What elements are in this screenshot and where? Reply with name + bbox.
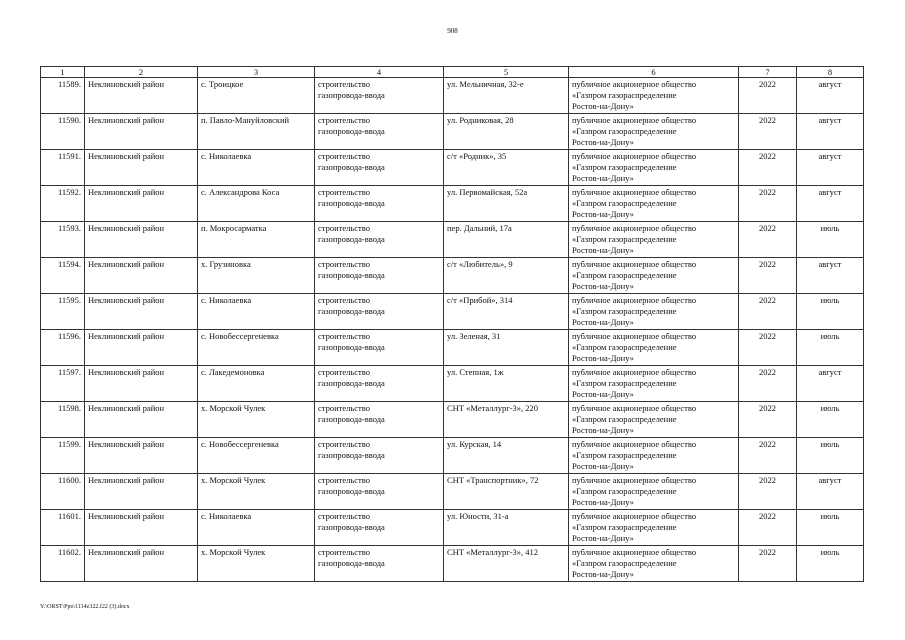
settlement-cell: с. Новобессергеневка [198, 330, 315, 366]
table-row [41, 186, 864, 222]
organization-cell: публичное акционерное общество «Газпром газораспределение Ростов-на-Дону» [569, 186, 739, 222]
year-cell: 2022 [739, 258, 797, 294]
row-number-cell: 11596. [41, 330, 85, 366]
year-cell: 2022 [739, 510, 797, 546]
settlement-cell: х. Морской Чулек [198, 546, 315, 582]
district-cell: Неклиновский район [85, 546, 198, 582]
organization-cell: публичное акционерное общество «Газпром газораспределение Ростов-на-Дону» [569, 474, 739, 510]
table-row [41, 222, 864, 258]
work-type-cell: строительство газопровода-ввода [315, 258, 444, 294]
address-cell: СНТ «Металлург-3», 220 [444, 402, 569, 438]
row-number-cell: 11601. [41, 510, 85, 546]
address-cell: ул. Юности, 31-а [444, 510, 569, 546]
organization-cell: публичное акционерное общество «Газпром газораспределение Ростов-на-Дону» [569, 294, 739, 330]
work-type-cell: строительство газопровода-ввода [315, 78, 444, 114]
settlement-cell: п. Мокросарматка [198, 222, 315, 258]
district-cell: Неклиновский район [85, 474, 198, 510]
footer-file-path: Y:\ORST\Ppo\1114z322.f22 (3).docx [40, 604, 130, 610]
table-row [41, 330, 864, 366]
table-row [41, 546, 864, 582]
column-header: 7 [739, 67, 797, 78]
organization-cell: публичное акционерное общество «Газпром газораспределение Ростов-на-Дону» [569, 150, 739, 186]
month-cell: август [797, 258, 864, 294]
organization-cell: публичное акционерное общество «Газпром газораспределение Ростов-на-Дону» [569, 330, 739, 366]
address-cell: с/т «Любитель», 9 [444, 258, 569, 294]
district-cell: Неклиновский район [85, 366, 198, 402]
gas-connection-registry-table [40, 66, 864, 582]
month-cell: июль [797, 402, 864, 438]
year-cell: 2022 [739, 78, 797, 114]
month-cell: август [797, 474, 864, 510]
work-type-cell: строительство газопровода-ввода [315, 186, 444, 222]
month-cell: август [797, 366, 864, 402]
year-cell: 2022 [739, 330, 797, 366]
table-row [41, 366, 864, 402]
district-cell: Неклиновский район [85, 78, 198, 114]
settlement-cell: с. Троицкое [198, 78, 315, 114]
district-cell: Неклиновский район [85, 294, 198, 330]
settlement-cell: с. Александрова Коса [198, 186, 315, 222]
row-number-cell: 11594. [41, 258, 85, 294]
column-header: 2 [85, 67, 198, 78]
address-cell: СНТ «Транспортник», 72 [444, 474, 569, 510]
address-cell: пер. Дальний, 17а [444, 222, 569, 258]
district-cell: Неклиновский район [85, 186, 198, 222]
month-cell: август [797, 78, 864, 114]
year-cell: 2022 [739, 114, 797, 150]
month-cell: июль [797, 222, 864, 258]
work-type-cell: строительство газопровода-ввода [315, 474, 444, 510]
work-type-cell: строительство газопровода-ввода [315, 402, 444, 438]
registry-body [41, 78, 864, 582]
district-cell: Неклиновский район [85, 114, 198, 150]
work-type-cell: строительство газопровода-ввода [315, 330, 444, 366]
table-row [41, 150, 864, 186]
row-number-cell: 11590. [41, 114, 85, 150]
month-cell: июль [797, 330, 864, 366]
address-cell: с/т «Прибой», 314 [444, 294, 569, 330]
work-type-cell: строительство газопровода-ввода [315, 366, 444, 402]
address-cell: ул. Родниковая, 28 [444, 114, 569, 150]
row-number-cell: 11589. [41, 78, 85, 114]
address-cell: с/т «Родник», 35 [444, 150, 569, 186]
work-type-cell: строительство газопровода-ввода [315, 150, 444, 186]
organization-cell: публичное акционерное общество «Газпром газораспределение Ростов-на-Дону» [569, 114, 739, 150]
row-number-cell: 11595. [41, 294, 85, 330]
row-number-cell: 11597. [41, 366, 85, 402]
table-row [41, 510, 864, 546]
settlement-cell: п. Павло-Мануйловский [198, 114, 315, 150]
organization-cell: публичное акционерное общество «Газпром газораспределение Ростов-на-Дону» [569, 222, 739, 258]
year-cell: 2022 [739, 150, 797, 186]
table-row [41, 402, 864, 438]
work-type-cell: строительство газопровода-ввода [315, 546, 444, 582]
work-type-cell: строительство газопровода-ввода [315, 510, 444, 546]
month-cell: июль [797, 438, 864, 474]
organization-cell: публичное акционерное общество «Газпром газораспределение Ростов-на-Дону» [569, 510, 739, 546]
settlement-cell: с. Николаевка [198, 510, 315, 546]
district-cell: Неклиновский район [85, 222, 198, 258]
settlement-cell: с. Николаевка [198, 294, 315, 330]
settlement-cell: х. Грузиновка [198, 258, 315, 294]
month-cell: июль [797, 510, 864, 546]
column-header: 5 [444, 67, 569, 78]
month-cell: июль [797, 294, 864, 330]
organization-cell: публичное акционерное общество «Газпром газораспределение Ростов-на-Дону» [569, 258, 739, 294]
settlement-cell: х. Морской Чулек [198, 402, 315, 438]
row-number-cell: 11592. [41, 186, 85, 222]
month-cell: август [797, 186, 864, 222]
table-row [41, 294, 864, 330]
column-header: 3 [198, 67, 315, 78]
district-cell: Неклиновский район [85, 150, 198, 186]
table-row [41, 258, 864, 294]
table-row [41, 474, 864, 510]
organization-cell: публичное акционерное общество «Газпром газораспределение Ростов-на-Дону» [569, 546, 739, 582]
work-type-cell: строительство газопровода-ввода [315, 294, 444, 330]
organization-cell: публичное акционерное общество «Газпром газораспределение Ростов-на-Дону» [569, 366, 739, 402]
year-cell: 2022 [739, 366, 797, 402]
row-number-cell: 11602. [41, 546, 85, 582]
row-number-cell: 11599. [41, 438, 85, 474]
work-type-cell: строительство газопровода-ввода [315, 222, 444, 258]
month-cell: июль [797, 546, 864, 582]
year-cell: 2022 [739, 438, 797, 474]
address-cell: ул. Первомайская, 52а [444, 186, 569, 222]
district-cell: Неклиновский район [85, 330, 198, 366]
year-cell: 2022 [739, 186, 797, 222]
address-cell: ул. Мельничная, 32-е [444, 78, 569, 114]
district-cell: Неклиновский район [85, 438, 198, 474]
year-cell: 2022 [739, 294, 797, 330]
column-header: 4 [315, 67, 444, 78]
row-number-cell: 11593. [41, 222, 85, 258]
column-header: 6 [569, 67, 739, 78]
organization-cell: публичное акционерное общество «Газпром газораспределение Ростов-на-Дону» [569, 402, 739, 438]
table-row [41, 114, 864, 150]
district-cell: Неклиновский район [85, 510, 198, 546]
settlement-cell: с. Новобессергеневка [198, 438, 315, 474]
page-number: 908 [447, 27, 458, 35]
year-cell: 2022 [739, 402, 797, 438]
column-header: 8 [797, 67, 864, 78]
settlement-cell: с. Николаевка [198, 150, 315, 186]
district-cell: Неклиновский район [85, 258, 198, 294]
column-header: 1 [41, 67, 85, 78]
year-cell: 2022 [739, 222, 797, 258]
district-cell: Неклиновский район [85, 402, 198, 438]
row-number-cell: 11591. [41, 150, 85, 186]
address-cell: ул. Зеленая, 31 [444, 330, 569, 366]
row-number-cell: 11600. [41, 474, 85, 510]
table-row [41, 78, 864, 114]
year-cell: 2022 [739, 474, 797, 510]
address-cell: ул. Курская, 14 [444, 438, 569, 474]
address-cell: СНТ «Металлург-3», 412 [444, 546, 569, 582]
settlement-cell: х. Морской Чулек [198, 474, 315, 510]
month-cell: август [797, 150, 864, 186]
row-number-cell: 11598. [41, 402, 85, 438]
organization-cell: публичное акционерное общество «Газпром газораспределение Ростов-на-Дону» [569, 438, 739, 474]
settlement-cell: с. Лакедемоновка [198, 366, 315, 402]
year-cell: 2022 [739, 546, 797, 582]
work-type-cell: строительство газопровода-ввода [315, 114, 444, 150]
table-row [41, 438, 864, 474]
organization-cell: публичное акционерное общество «Газпром газораспределение Ростов-на-Дону» [569, 78, 739, 114]
work-type-cell: строительство газопровода-ввода [315, 438, 444, 474]
month-cell: август [797, 114, 864, 150]
column-number-row [41, 67, 864, 78]
address-cell: ул. Степная, 1ж [444, 366, 569, 402]
